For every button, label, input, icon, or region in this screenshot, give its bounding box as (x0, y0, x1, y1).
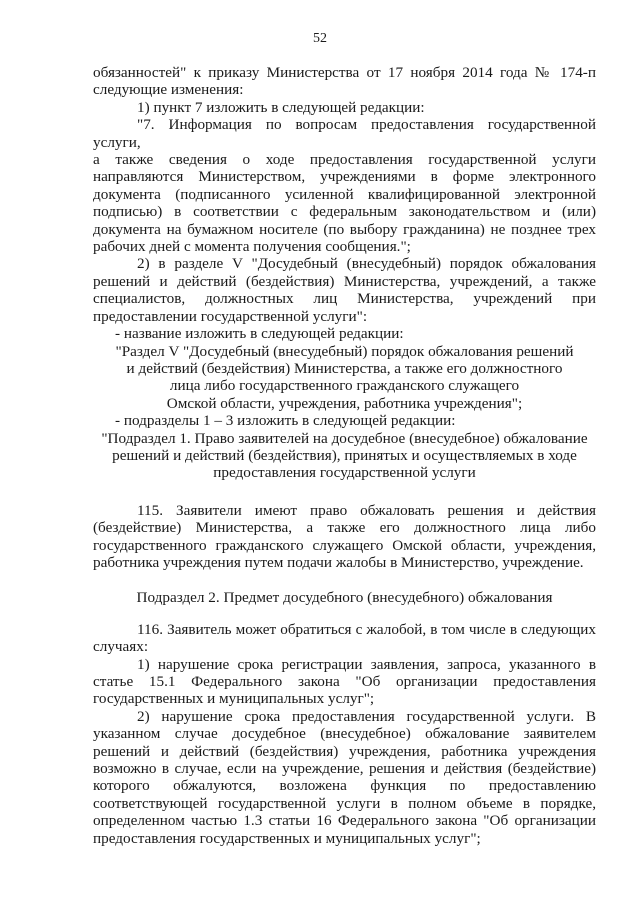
text-line: определенном частью 1.3 статьи 16 Федерального закона "Об организации (93, 812, 596, 830)
text-line: а также сведения о ходе предоставления государственной услуги (93, 151, 596, 169)
text-line: рабочих дней с момента получения сообщения."; (93, 238, 411, 256)
text-line: документа (подписанного усиленной квалифицированной электронной (93, 185, 596, 203)
paragraph-gap (93, 571, 596, 589)
text-line: и действий (бездействия) Министерства, а также его должностного (126, 359, 563, 377)
text-line: обязанностей" к приказу Министерства от 17 ноября 2014 года № 174-п (93, 64, 596, 81)
text-line: указанном случае досудебное (внесудебное) обжалование заявителем (93, 725, 596, 743)
text-line: статье 15.1 Федерального закона "Об организации предоставления (93, 673, 596, 690)
text-line: специалистов, должностных лиц Министерства, учреждений при (93, 290, 596, 308)
text-line: соответствующей государственной услуги в полном объеме в порядке, (93, 794, 596, 812)
text-line: решений и действий (бездействия) Министерства, учреждений, а также (93, 272, 596, 290)
text-line: государственных и муниципальных услуг"; (93, 690, 375, 708)
text-line: 2) в разделе V "Досудебный (внесудебный) порядок обжалования (137, 255, 596, 273)
text-line: которого обжалуются, возложена функция по предоставлению (93, 777, 596, 795)
text-line: "Раздел V "Досудебный (внесудебный) порядок обжалования решений (115, 342, 574, 360)
text-line: направляются Министерством, учреждениями в форме электронного (93, 168, 596, 186)
text-line: случаях: (93, 638, 149, 656)
text-line: решений и действий (бездействия), принятых и осуществляемых в ходе (112, 446, 577, 464)
text-line: 116. Заявитель может обратиться с жалобой, в том числе в следующих (137, 620, 596, 638)
text-line: документа на бумажном носителе (по выбору гражданина) не позднее трех (93, 220, 596, 238)
text-line: следующие изменения: (93, 81, 244, 99)
text-line: - подразделы 1 – 3 изложить в следующей редакции: (115, 412, 456, 430)
text-line: 115. Заявители имеют право обжаловать решения и действия (137, 501, 596, 519)
subsection-heading: Подраздел 2. Предмет досудебного (внесудебного) обжалования (136, 589, 553, 607)
text-line: подписью) в соответствии с федеральным законодательством и (или) (93, 203, 596, 221)
text-line: "7. Информация по вопросам предоставления государственной услуги, (93, 116, 596, 151)
page-number: 52 (313, 31, 327, 46)
paragraph-gap (93, 482, 596, 502)
paragraph-gap (93, 607, 596, 621)
document-body (93, 64, 596, 847)
text-line: государственного гражданского служащего Омской области, учреждения, (93, 536, 596, 554)
text-line: работника учреждения путем подачи жалобы в Министерство, учреждение. (93, 553, 584, 571)
text-line: (бездействие) Министерства, а также его должностного лица либо (93, 519, 596, 537)
text-line: предоставления государственных и муниципальных услуг"; (93, 829, 481, 847)
text-line: решений и действий (бездействия) учреждения, работника учреждения (93, 742, 596, 760)
text-line: Омской области, учреждения, работника учреждения"; (166, 394, 523, 412)
text-line: предоставлении государственной услуги": (93, 307, 368, 325)
text-line: 1) нарушение срока регистрации заявления, запроса, указанного в (137, 655, 596, 673)
text-line: предоставления государственной услуги (213, 464, 476, 482)
text-line: 1) пункт 7 изложить в следующей редакции: (137, 98, 425, 116)
text-line: - название изложить в следующей редакции: (115, 325, 404, 343)
text-line: "Подраздел 1. Право заявителей на досудебное (внесудебное) обжалование (101, 429, 588, 447)
text-line: лица либо государственного гражданского служащего (169, 377, 520, 395)
text-line: возможно в случае, если на учреждение, решения и действия (бездействие) (93, 760, 596, 778)
text-line: 2) нарушение срока предоставления государственной услуги. В (137, 707, 596, 725)
